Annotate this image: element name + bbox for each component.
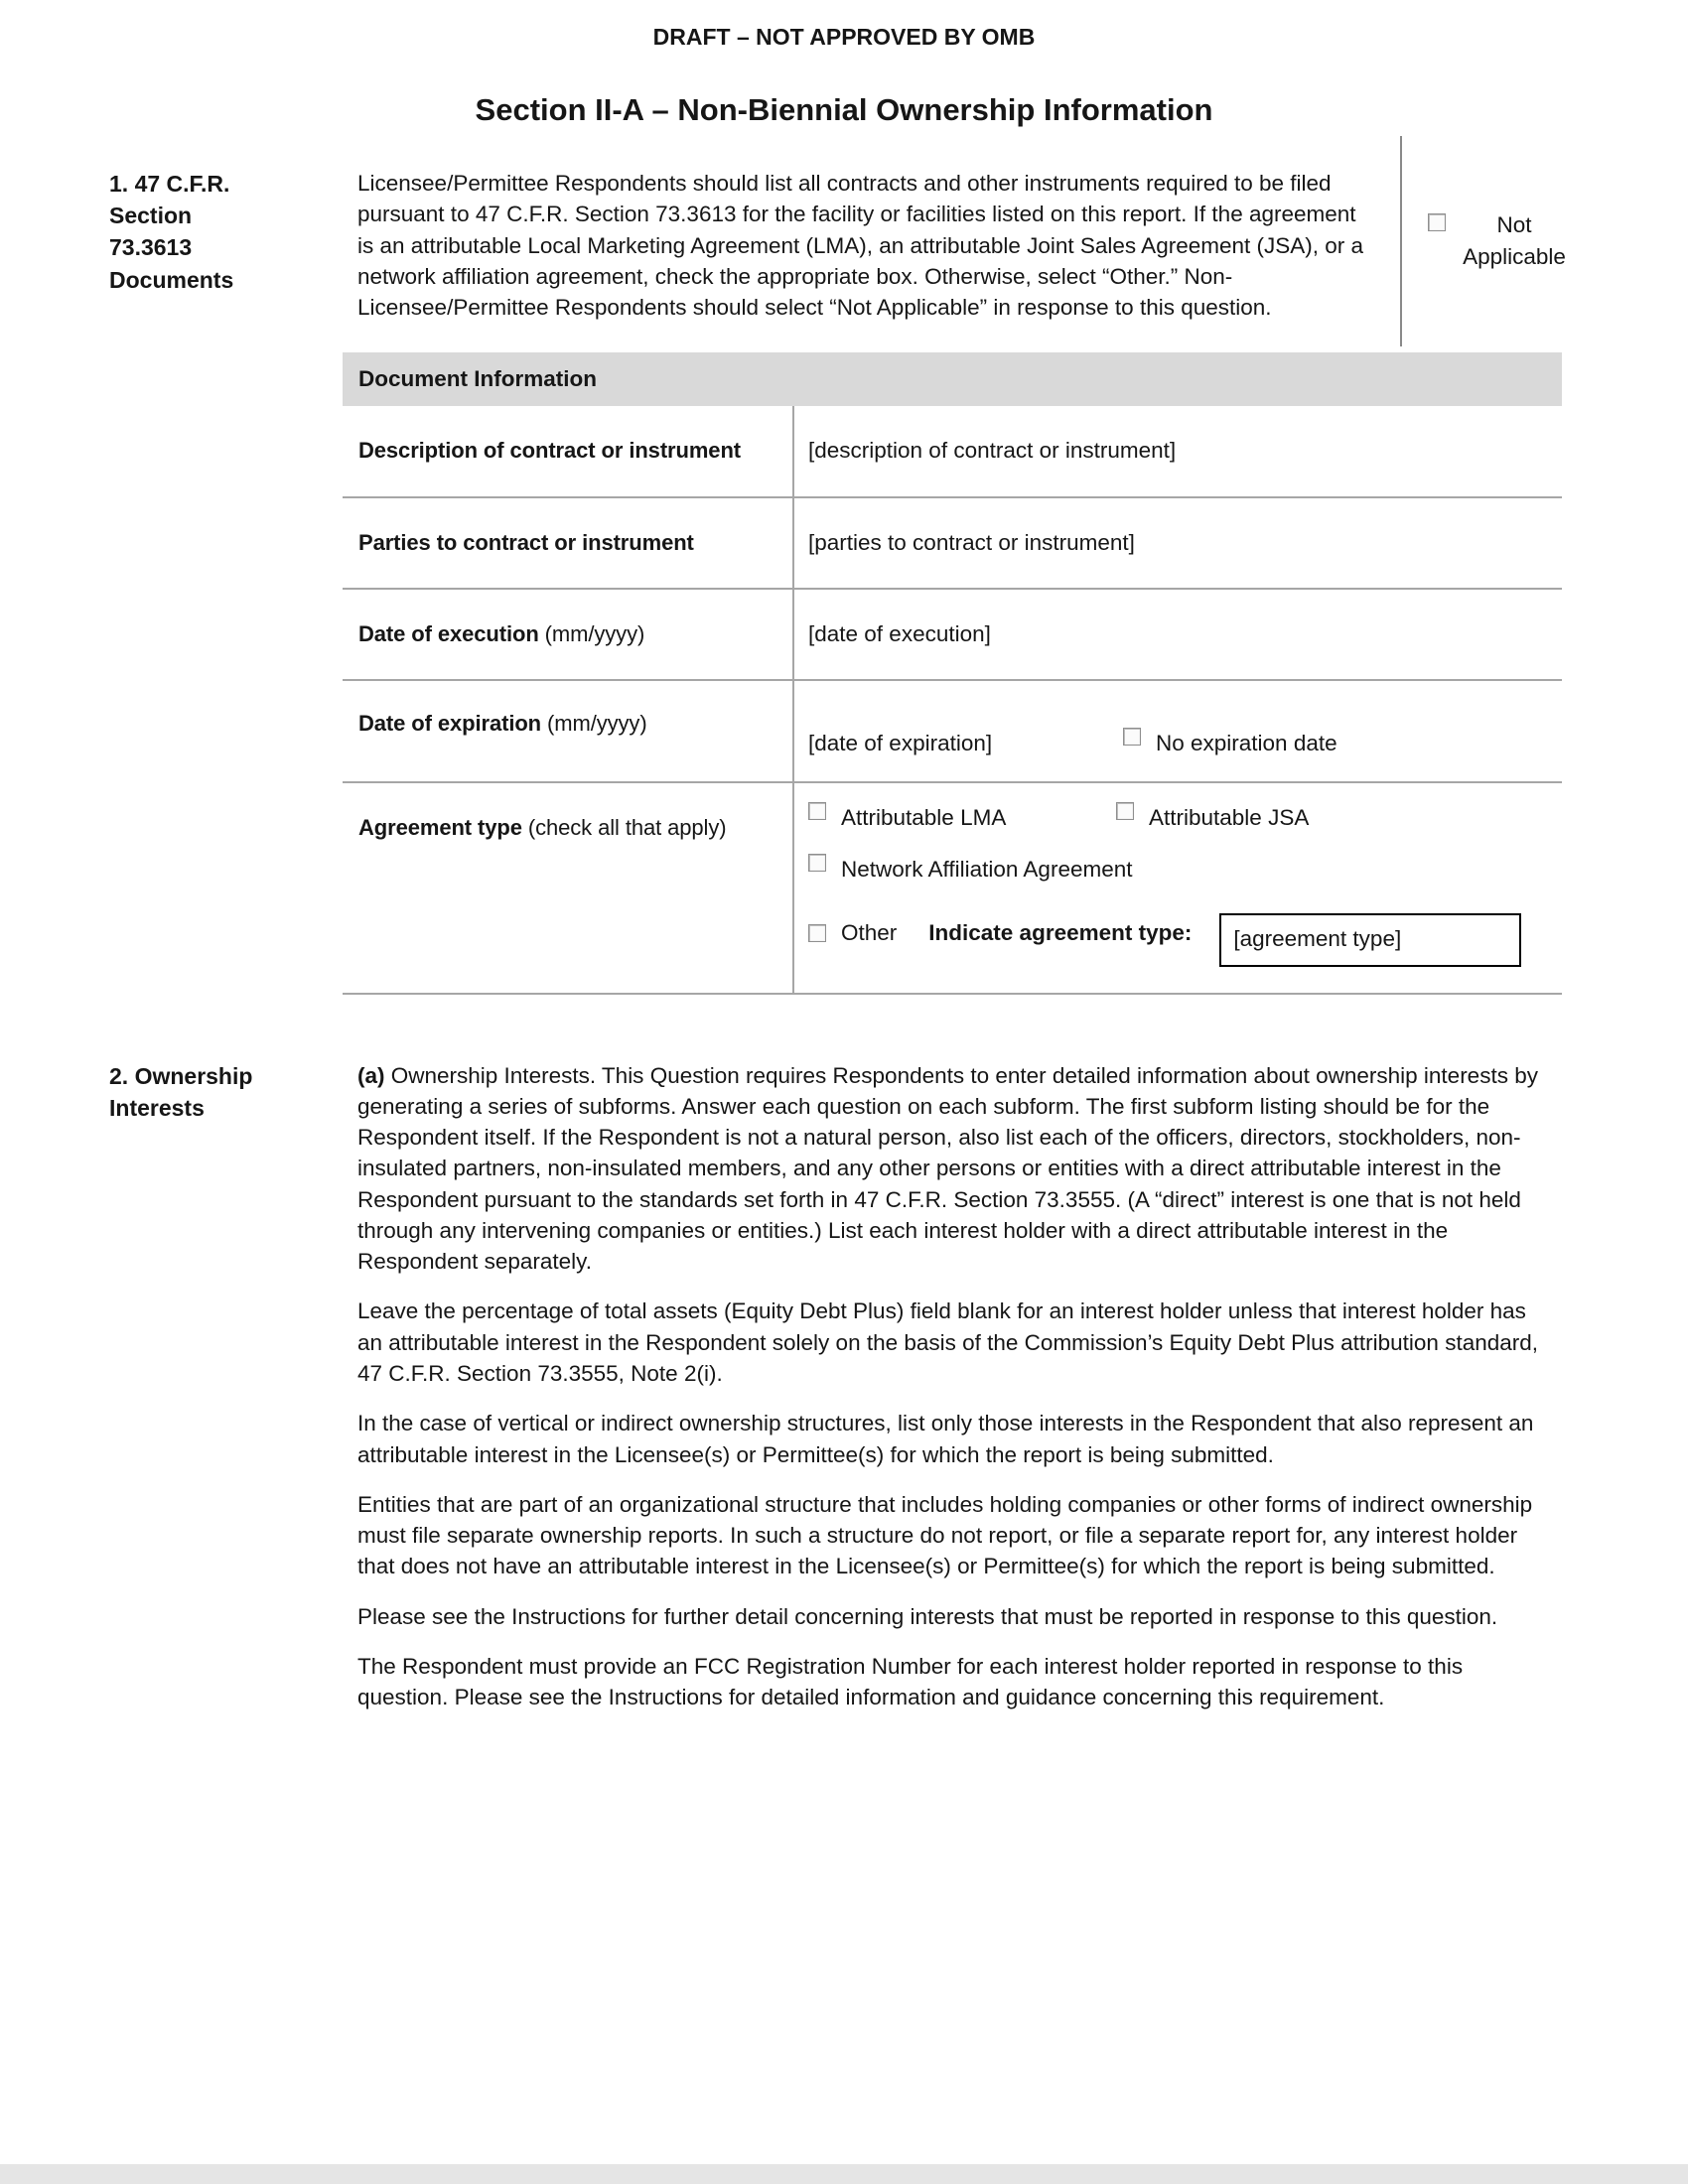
row-execution-date [343, 588, 1562, 679]
network-affiliation-option [808, 855, 1133, 885]
agreement-label [343, 783, 794, 993]
parties-label [343, 498, 794, 588]
row-parties [343, 496, 1562, 588]
q2-paragraph-text: Leave the percentage of total assets (Equity Debt Plus) field blank for an interest holder unless that interest holder has an attributable interest in the Respondent solely on the basis of the Commission’s Equity Debt Plus attribution standard, 47 C.F.R. Section 73.3555, Note 2(i). [357, 1298, 1539, 1386]
indicate-agreement-type-label: Indicate agreement type: [928, 920, 1193, 946]
execution-label-text: Date of execution [358, 621, 539, 647]
q1-label-line: 1. 47 C.F.R. [109, 171, 230, 197]
other-label: Other [841, 920, 898, 946]
attributable-jsa-checkbox[interactable] [1116, 802, 1134, 820]
parties-placeholder: [parties to contract or instrument] [808, 529, 1135, 555]
description-value-cell [794, 406, 1562, 495]
agreement-type-input[interactable] [1219, 913, 1521, 967]
network-affiliation-label: Network Affiliation Agreement [841, 857, 1133, 883]
q2-paragraph [357, 1489, 1553, 1582]
network-affiliation-checkbox[interactable] [808, 854, 826, 872]
q1-label-line: 73.3613 [109, 234, 193, 261]
agreement-line-1 [808, 803, 1542, 833]
expiration-placeholder: [date of expiration] [808, 731, 993, 756]
execution-label-suffix: (mm/yyyy) [538, 621, 645, 647]
agreement-label-text: Agreement type [358, 814, 522, 840]
page-title: Section II-A – Non-Biennial Ownership Information [475, 92, 1213, 127]
draft-notice: DRAFT – NOT APPROVED BY OMB [652, 24, 1036, 50]
q2-paragraph-text: In the case of vertical or indirect ownership structures, list only those interests in the Respondent that also represent an attributable interest in the Licensee(s) or Permittee(s) for which the report is being submitted. [357, 1411, 1534, 1467]
description-placeholder: [description of contract or instrument] [808, 438, 1177, 464]
agreement-label-suffix: (check all that apply) [521, 814, 727, 840]
expiration-label-suffix: (mm/yyyy) [541, 711, 647, 737]
q2-paragraph-text: Entities that are part of an organizational structure that includes holding companies or other forms of indirect ownership must file separate ownership reports. In such a structure do not report, or file a separate report for, any interest holder that does not have an attributable interest in the Licensee(s) or Permittee(s) for which the report is being submitted. [357, 1491, 1533, 1579]
description-label [343, 406, 794, 495]
q2-label-line: Interests [109, 1094, 205, 1121]
q2-paragraph [357, 1296, 1553, 1389]
q2-paragraph [357, 1601, 1553, 1632]
expiration-label [343, 681, 794, 780]
q2-paragraph [357, 1651, 1553, 1713]
not-applicable-label: Not Applicable [1463, 212, 1566, 269]
table-header: Document Information [343, 352, 1562, 406]
execution-label [343, 590, 794, 679]
q2-number-label [109, 1060, 357, 1732]
other-checkbox[interactable] [808, 924, 826, 942]
attributable-jsa-label: Attributable JSA [1149, 804, 1310, 830]
q2-paragraph-text: The Respondent must provide an FCC Registration Number for each interest holder reported in response to this question. Please see the Instructions for detailed information and guidance concerning this requirement. [357, 1653, 1464, 1710]
agreement-line-2 [808, 855, 1542, 885]
not-applicable-option [1402, 168, 1589, 323]
parties-value-cell [794, 498, 1562, 588]
q2-paragraph [357, 1060, 1553, 1278]
q2-label-line: 2. Ownership [109, 1062, 253, 1089]
parties-label-text: Parties to contract or instrument [358, 529, 694, 555]
row-agreement-type [343, 781, 1562, 993]
q1-label-line: Section [109, 203, 193, 229]
q1-instructions: Licensee/Permittee Respondents should list all contracts and other instruments required to be filed pursuant to 47 C.F.R. Section 73.3613 for the facility or facilities listed on this report. If the agreement is an attributable Local Marketing Agreement (LMA), an attributable Joint Sales Agreement (JSA), or a network affiliation agreement, check the appropriate box. Otherwise, select “Other.” Non-Licensee/Permittee Respondents should select “Not Applicable” in response to this question. [357, 171, 1364, 321]
agreement-type-placeholder: [agreement type] [1233, 926, 1402, 952]
q2-paragraph-text: Ownership Interests. This Question requires Respondents to enter detailed information about ownership interests by generating a series of subforms. Answer each question on each subform. The first subform listing should be for the Respondent itself. If the Respondent is not a natural person, also list each of the officers, directors, stockholders, non-insulated partners, non-insulated members, and any other persons or entities with a direct attributable interest in the Respondent pursuant to the standards set forth in 47 C.F.R. Section 73.3555. (A “direct” interest is one that is not held through any intervening companies or entities.) List each interest holder with a direct attributable interest in the Respondent separately. [357, 1062, 1538, 1275]
no-expiration-checkbox[interactable] [1123, 728, 1141, 746]
row-description [343, 406, 1562, 495]
agreement-value-cell [794, 783, 1562, 993]
execution-placeholder: [date of execution] [808, 621, 991, 647]
no-expiration-label: No expiration date [1156, 731, 1337, 756]
question-2-section [109, 1060, 1589, 1732]
attributable-lma-checkbox[interactable] [808, 802, 826, 820]
q1-number-label [109, 168, 357, 323]
page-bottom-bar [0, 2164, 1688, 2184]
expiration-value-cell [794, 681, 1562, 780]
attributable-jsa-option [1116, 803, 1309, 833]
document-information-table [343, 352, 1562, 994]
not-applicable-checkbox[interactable] [1428, 213, 1446, 231]
no-expiration-option [1123, 729, 1337, 758]
q2-paragraph [357, 1408, 1553, 1470]
row-expiration-date [343, 679, 1562, 780]
description-label-text: Description of contract or instrument [358, 438, 742, 464]
agreement-line-3 [808, 913, 1542, 967]
q2-paragraph-lead: (a) [357, 1062, 385, 1088]
execution-value-cell [794, 590, 1562, 679]
q1-label-line: Documents [109, 266, 234, 293]
q2-paragraph-text: Please see the Instructions for further detail concerning interests that must be reported in response to this question. [357, 1603, 1498, 1629]
q2-instructions [357, 1060, 1589, 1732]
attributable-lma-option [808, 803, 1116, 833]
question-1-section [109, 168, 1589, 323]
expiration-label-text: Date of expiration [358, 711, 542, 737]
attributable-lma-label: Attributable LMA [841, 804, 1007, 830]
